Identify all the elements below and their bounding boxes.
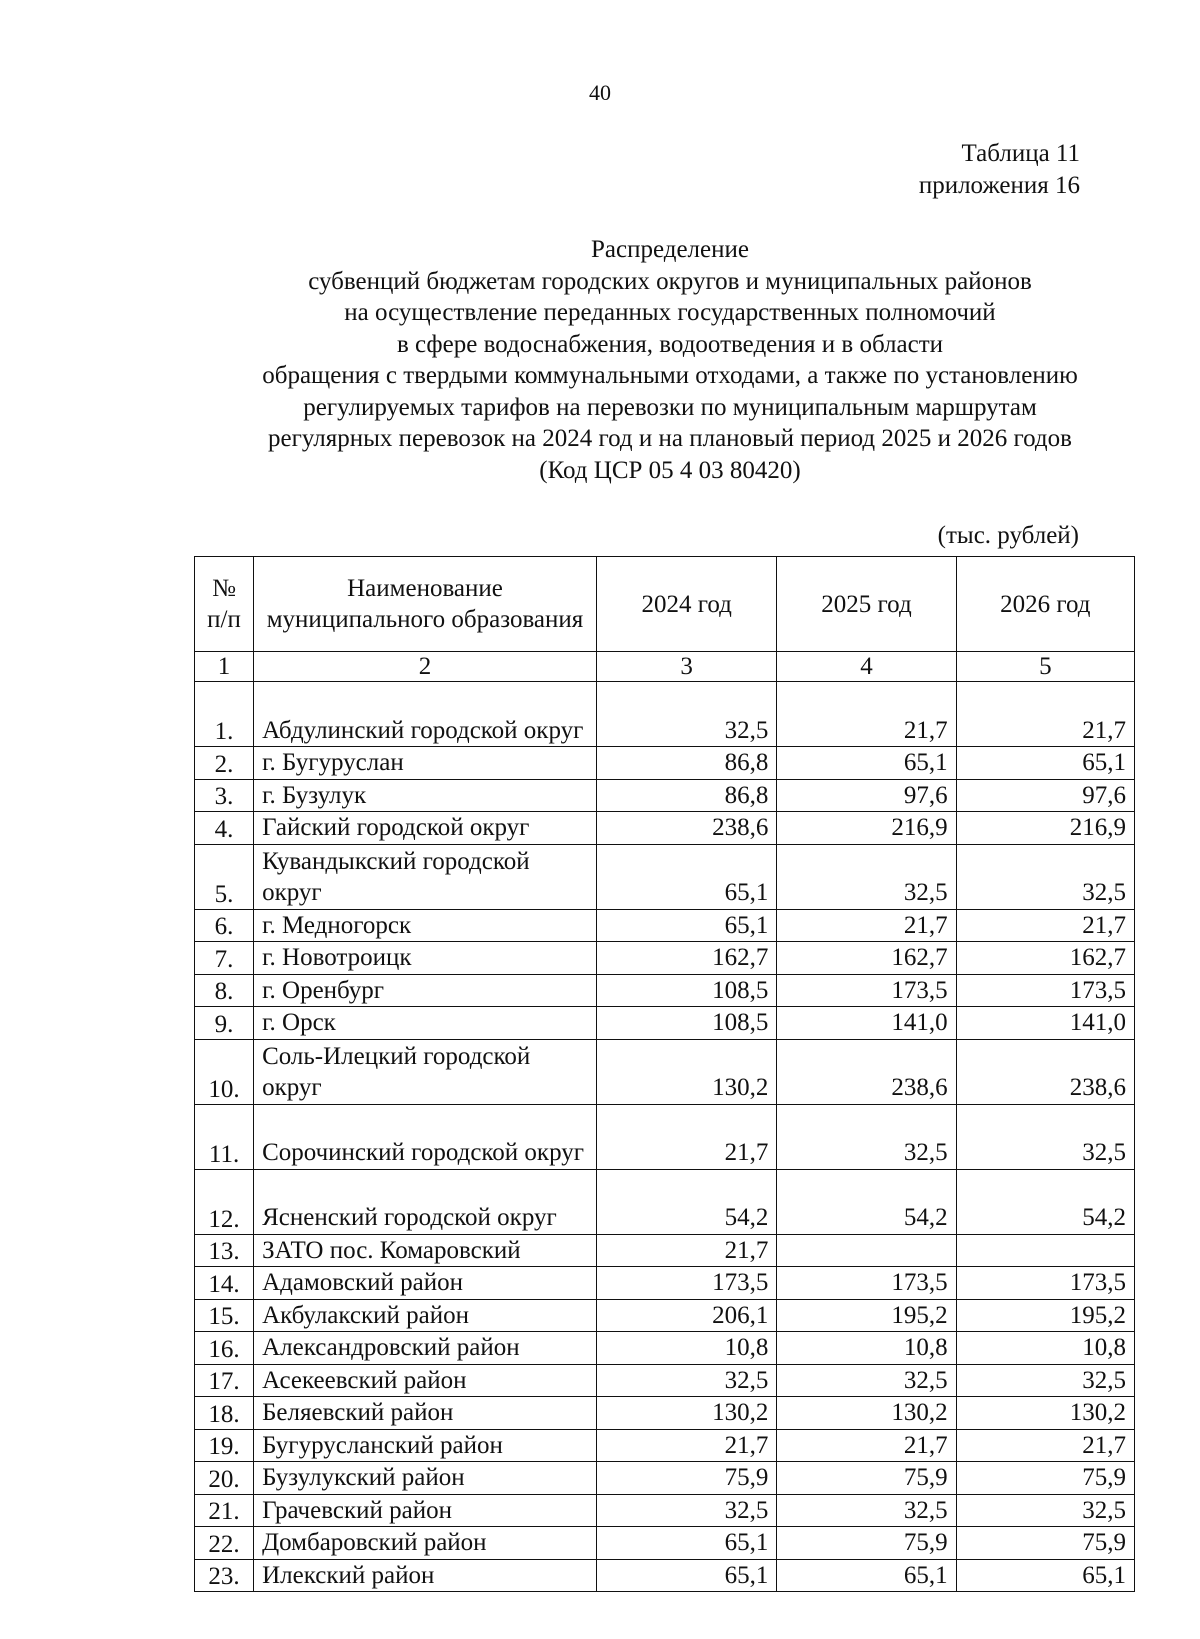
value-2024: 32,5 — [596, 1494, 776, 1527]
value-2026: 54,2 — [956, 1169, 1134, 1234]
value-2026: 21,7 — [956, 682, 1134, 747]
value-2026: 162,7 — [956, 942, 1134, 975]
row-number: 20. — [195, 1462, 254, 1495]
value-2024: 206,1 — [596, 1299, 776, 1332]
value-2025: 65,1 — [777, 747, 956, 780]
column-number: 4 — [777, 652, 956, 682]
value-2025: 65,1 — [777, 1559, 956, 1592]
heading-line: обращения с твердыми коммунальными отходами, а также по установлению — [262, 362, 1078, 389]
row-number: 11. — [195, 1104, 254, 1169]
municipality-name: Сорочинский городской округ — [254, 1104, 597, 1169]
row-number: 23. — [195, 1559, 254, 1592]
table-row — [195, 1559, 1135, 1592]
value-2025: 162,7 — [777, 942, 956, 975]
table-row — [195, 1104, 1135, 1169]
table-row — [195, 1462, 1135, 1495]
value-2024: 130,2 — [596, 1397, 776, 1430]
value-2025: 32,5 — [777, 1364, 956, 1397]
value-2026: 97,6 — [956, 779, 1134, 812]
municipality-name: Илекский район — [254, 1559, 597, 1592]
value-2025: 21,7 — [777, 682, 956, 747]
municipality-name: Соль-Илецкий городской округ — [254, 1039, 597, 1104]
municipality-name: г. Бугуруслан — [254, 747, 597, 780]
table-row — [195, 1527, 1135, 1560]
heading-line: в сфере водоснабжения, водоотведения и в области — [396, 330, 944, 358]
heading-line: регулируемых тарифов на перевозки по муниципальным маршрутам — [303, 393, 1037, 421]
row-number: 8. — [195, 974, 254, 1007]
heading-line: субвенций бюджетам городских округов и муниципальных районов — [308, 267, 1032, 295]
value-2025: 216,9 — [777, 812, 956, 845]
row-number: 2. — [195, 747, 254, 780]
municipality-name: Гайский городской округ — [254, 812, 597, 845]
table-row — [195, 1332, 1135, 1365]
row-number: 14. — [195, 1267, 254, 1300]
table-reference — [919, 138, 1080, 202]
value-2025: 130,2 — [777, 1397, 956, 1430]
row-number: 21. — [195, 1494, 254, 1527]
document-heading — [190, 234, 1150, 486]
value-2024: 108,5 — [596, 974, 776, 1007]
header-2026: 2026 год — [956, 557, 1134, 652]
value-2024: 10,8 — [596, 1332, 776, 1365]
value-2026: 21,7 — [956, 1429, 1134, 1462]
value-2026: 65,1 — [956, 747, 1134, 780]
table-reference-line-1: Таблица 11 — [961, 140, 1080, 167]
heading-line: на осуществление переданных государственных полномочий — [344, 299, 996, 326]
row-number: 13. — [195, 1234, 254, 1267]
value-2026: 32,5 — [956, 844, 1134, 909]
municipality-name: ЗАТО пос. Комаровский — [254, 1234, 597, 1267]
value-2025: 75,9 — [777, 1527, 956, 1560]
value-2025: 10,8 — [777, 1332, 956, 1365]
table-row — [195, 812, 1135, 845]
table-row — [195, 1299, 1135, 1332]
value-2025: 32,5 — [777, 844, 956, 909]
table-row — [195, 1234, 1135, 1267]
value-2026: 238,6 — [956, 1039, 1134, 1104]
table-row — [195, 1429, 1135, 1462]
value-2025: 173,5 — [777, 1267, 956, 1300]
value-2025: 21,7 — [777, 1429, 956, 1462]
table-row — [195, 844, 1135, 909]
municipality-name: г. Орск — [254, 1007, 597, 1040]
row-number: 18. — [195, 1397, 254, 1430]
value-2025: 141,0 — [777, 1007, 956, 1040]
value-2026: 195,2 — [956, 1299, 1134, 1332]
column-number: 5 — [956, 652, 1134, 682]
municipality-name: Кувандыкский городской округ — [254, 844, 597, 909]
value-2025: 238,6 — [777, 1039, 956, 1104]
table-row — [195, 682, 1135, 747]
table-row — [195, 1007, 1135, 1040]
value-2024: 65,1 — [596, 1527, 776, 1560]
municipality-name: Бузулукский район — [254, 1462, 597, 1495]
value-2025: 195,2 — [777, 1299, 956, 1332]
value-2024: 86,8 — [596, 779, 776, 812]
row-number: 10. — [195, 1039, 254, 1104]
row-number: 19. — [195, 1429, 254, 1462]
value-2024: 21,7 — [596, 1104, 776, 1169]
row-number: 7. — [195, 942, 254, 975]
value-2024: 21,7 — [596, 1234, 776, 1267]
row-number: 3. — [195, 779, 254, 812]
value-2024: 32,5 — [596, 1364, 776, 1397]
column-numbers-row — [195, 652, 1135, 682]
value-2026: 10,8 — [956, 1332, 1134, 1365]
row-number: 17. — [195, 1364, 254, 1397]
row-number: 12. — [195, 1169, 254, 1234]
municipality-name: Домбаровский район — [254, 1527, 597, 1560]
value-2026: 75,9 — [956, 1527, 1134, 1560]
municipality-name: Адамовский район — [254, 1267, 597, 1300]
value-2024: 65,1 — [596, 1559, 776, 1592]
table-row — [195, 779, 1135, 812]
table-row — [195, 1039, 1135, 1104]
table-row — [195, 1267, 1135, 1300]
value-2024: 86,8 — [596, 747, 776, 780]
units-label: (тыс. рублей) — [937, 522, 1079, 549]
distribution-table — [194, 556, 1135, 1592]
value-2024: 32,5 — [596, 682, 776, 747]
municipality-name: г. Медногорск — [254, 909, 597, 942]
value-2025: 32,5 — [777, 1494, 956, 1527]
value-2024: 65,1 — [596, 844, 776, 909]
row-number: 22. — [195, 1527, 254, 1560]
municipality-name: Грачевский район — [254, 1494, 597, 1527]
value-2024: 238,6 — [596, 812, 776, 845]
value-2026: 32,5 — [956, 1364, 1134, 1397]
column-number: 2 — [254, 652, 597, 682]
header-2025: 2025 год — [777, 557, 956, 652]
value-2024: 130,2 — [596, 1039, 776, 1104]
value-2026: 21,7 — [956, 909, 1134, 942]
municipality-name: Абдулинский городской округ — [254, 682, 597, 747]
value-2024: 21,7 — [596, 1429, 776, 1462]
municipality-name: Александровский район — [254, 1332, 597, 1365]
value-2024: 65,1 — [596, 909, 776, 942]
header-name: Наименование муниципального образования — [254, 557, 597, 652]
value-2026: 173,5 — [956, 974, 1134, 1007]
table-row — [195, 1397, 1135, 1430]
value-2025: 32,5 — [777, 1104, 956, 1169]
table-row — [195, 1169, 1135, 1234]
municipality-name: Бугурусланский район — [254, 1429, 597, 1462]
value-2025 — [777, 1234, 956, 1267]
table-header-row — [195, 557, 1135, 652]
row-number: 4. — [195, 812, 254, 845]
heading-line: Распределение — [591, 236, 749, 263]
value-2026: 173,5 — [956, 1267, 1134, 1300]
table-reference-line-2: приложения 16 — [918, 172, 1080, 199]
page-number: 40 — [589, 80, 611, 105]
municipality-name: Ясненский городской округ — [254, 1169, 597, 1234]
value-2025: 75,9 — [777, 1462, 956, 1495]
value-2025: 173,5 — [777, 974, 956, 1007]
column-number: 3 — [596, 652, 776, 682]
value-2025: 54,2 — [777, 1169, 956, 1234]
municipality-name: Беляевский район — [254, 1397, 597, 1430]
municipality-name: г. Новотроицк — [254, 942, 597, 975]
value-2026: 130,2 — [956, 1397, 1134, 1430]
row-number: 6. — [195, 909, 254, 942]
value-2024: 162,7 — [596, 942, 776, 975]
row-number: 5. — [195, 844, 254, 909]
table-row — [195, 974, 1135, 1007]
table-row — [195, 1494, 1135, 1527]
value-2026: 75,9 — [956, 1462, 1134, 1495]
municipality-name: г. Бузулук — [254, 779, 597, 812]
municipality-name: Асекеевский район — [254, 1364, 597, 1397]
row-number: 15. — [195, 1299, 254, 1332]
value-2026: 32,5 — [956, 1494, 1134, 1527]
municipality-name: г. Оренбург — [254, 974, 597, 1007]
heading-line: (Код ЦСР 05 4 03 80420) — [539, 456, 801, 484]
heading-line: регулярных перевозок на 2024 год и на плановый период 2025 и 2026 годов — [268, 425, 1072, 452]
value-2024: 108,5 — [596, 1007, 776, 1040]
value-2026: 141,0 — [956, 1007, 1134, 1040]
value-2024: 75,9 — [596, 1462, 776, 1495]
table-row — [195, 747, 1135, 780]
table-body — [195, 682, 1135, 1592]
header-num: № п/п — [195, 557, 254, 652]
row-number: 16. — [195, 1332, 254, 1365]
value-2026 — [956, 1234, 1134, 1267]
row-number: 9. — [195, 1007, 254, 1040]
value-2026: 216,9 — [956, 812, 1134, 845]
value-2026: 65,1 — [956, 1559, 1134, 1592]
value-2026: 32,5 — [956, 1104, 1134, 1169]
header-2024: 2024 год — [596, 557, 776, 652]
table-row — [195, 1364, 1135, 1397]
row-number: 1. — [195, 682, 254, 747]
value-2024: 173,5 — [596, 1267, 776, 1300]
value-2025: 97,6 — [777, 779, 956, 812]
value-2025: 21,7 — [777, 909, 956, 942]
table-row — [195, 942, 1135, 975]
column-number: 1 — [195, 652, 254, 682]
table-row — [195, 909, 1135, 942]
value-2024: 54,2 — [596, 1169, 776, 1234]
municipality-name: Акбулакский район — [254, 1299, 597, 1332]
